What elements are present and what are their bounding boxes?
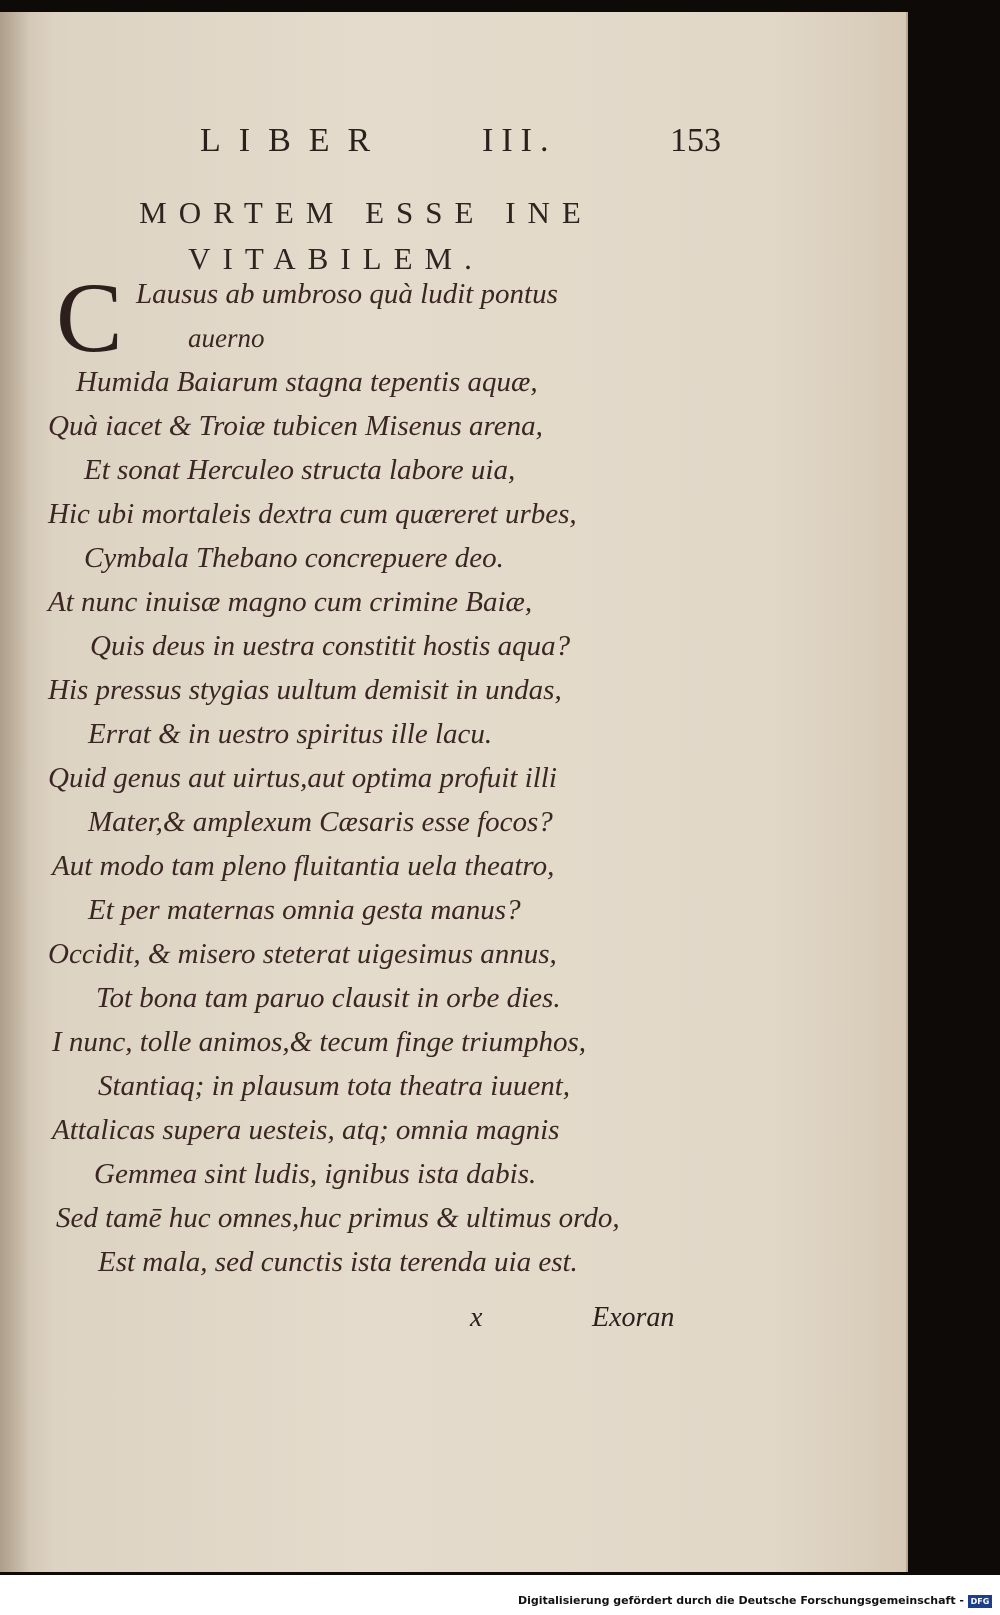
poem-line: I nunc, tolle animos,& tecum finge triumphos,	[52, 1026, 587, 1058]
poem-line: Hic ubi mortaleis dextra cum quæreret urbes,	[48, 498, 577, 530]
poem-title	[86, 190, 646, 282]
page-header	[200, 122, 720, 172]
poem-line: Occidit, & misero steterat uigesimus annus,	[48, 938, 557, 970]
signature-mark: x	[470, 1302, 483, 1333]
poem-line: Lausus ab umbroso quà ludit pontus	[136, 278, 558, 310]
poem-line: Quà iacet & Troiæ tubicen Misenus arena,	[48, 410, 543, 442]
poem-line: Et per maternas omnia gesta manus?	[88, 894, 521, 926]
poem-line: Humida Baiarum stagna tepentis aquæ,	[76, 366, 538, 398]
poem-line: Quis deus in uestra constitit hostis aqua?	[90, 630, 571, 662]
poem-line: Stantiaq; in plausum tota theatra iuuent,	[98, 1070, 571, 1102]
poem-line: Gemmea sint ludis, ignibus ista dabis.	[94, 1158, 537, 1190]
poem-line: Quid genus aut uirtus,aut optima profuit illi	[48, 762, 557, 794]
poem-title-line-1: MORTEM ESSE INE	[139, 195, 593, 230]
catchword: Exoran	[592, 1302, 675, 1333]
book-number: III.	[482, 122, 557, 159]
poem-line: auerno	[188, 323, 265, 353]
poem-line: Mater,& amplexum Cæsaris esse focos?	[88, 806, 553, 838]
poem-line: Aut modo tam pleno fluitantia uela theatro,	[52, 850, 555, 882]
poem-title-line-2: VITABILEM.	[188, 241, 484, 276]
poem-line: Errat & in uestro spiritus ille lacu.	[88, 718, 493, 750]
poem-line: His pressus stygias uultum demisit in undas,	[48, 674, 562, 706]
footer-bar	[0, 1575, 1000, 1615]
book-page	[0, 12, 908, 1572]
poem-line: Cymbala Thebano concrepuere deo.	[84, 542, 504, 574]
poem-line: Et sonat Herculeo structa labore uia,	[84, 454, 516, 486]
poem-line: Sed tamē huc omnes,huc primus & ultimus ordo,	[56, 1202, 620, 1234]
poem-line: Tot bona tam paruo clausit in orbe dies.	[96, 982, 561, 1014]
poem-line: Attalicas supera uesteis, atq; omnia magnis	[52, 1114, 560, 1146]
drop-capital: C	[56, 262, 123, 373]
poem-line: Est mala, sed cunctis ista terenda uia est.	[98, 1246, 578, 1278]
running-head: LIBER	[200, 122, 389, 159]
digitization-credit: Digitalisierung gefördert durch die Deutsche Forschungsgemeinschaft -	[517, 1594, 964, 1607]
poem-line: At nunc inuisæ magno cum crimine Baiæ,	[48, 586, 533, 618]
dfg-logo-icon: DFG	[968, 1595, 992, 1608]
page-number: 153	[670, 122, 721, 159]
